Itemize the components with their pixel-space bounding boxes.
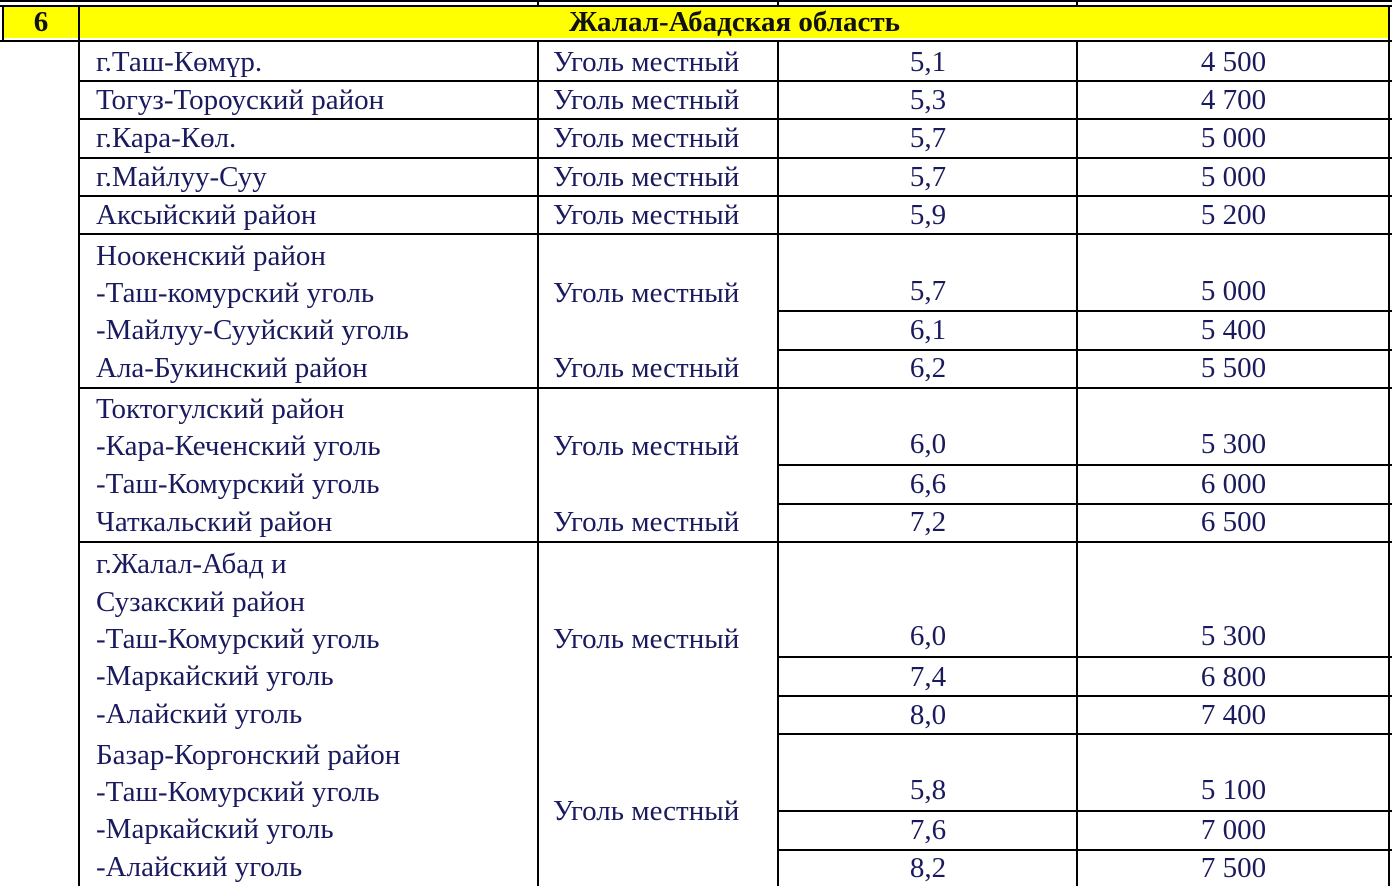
row-amount: 5 200 (1200, 199, 1267, 231)
group-line: Базар-Коргонский район (96, 739, 401, 771)
group-amount: 5 100 (1200, 774, 1267, 806)
row-name: г.Таш-Көмүр. (96, 46, 263, 78)
group-amount: 7 500 (1200, 852, 1267, 884)
row-fuel: Уголь местный (553, 122, 740, 154)
group-price: 7,4 (909, 661, 947, 693)
row-price: 5,3 (909, 84, 947, 116)
group-amount: 6 000 (1200, 468, 1267, 500)
row-price: 5,1 (909, 46, 947, 78)
group-line: -Маркайский уголь (96, 813, 334, 845)
group-line: -Кара-Кеченский уголь (96, 430, 381, 462)
group-amount: 5 500 (1200, 352, 1267, 384)
row-amount: 4 700 (1200, 84, 1267, 116)
group-price: 6,6 (909, 468, 947, 500)
group-amount: 5 300 (1200, 620, 1267, 652)
group-line: -Таш-Комурский уголь (96, 468, 380, 500)
group-price: 5,7 (909, 275, 947, 307)
group-line: Ноокенский район (96, 240, 326, 272)
group-amount: 5 300 (1200, 428, 1267, 460)
group-fuel: Уголь местный (553, 352, 740, 384)
section-title: Жалал-Абадская область (569, 6, 900, 38)
group-price: 8,0 (909, 699, 947, 731)
row-name: г.Майлуу-Суу (96, 161, 267, 193)
group-price: 6,2 (909, 352, 947, 384)
group-line: Токтогулский район (96, 393, 345, 425)
group-line: г.Жалал-Абад и (96, 548, 287, 580)
group-fuel: Уголь местный (553, 795, 740, 827)
group-amount: 6 800 (1200, 661, 1267, 693)
group-line: -Майлуу-Сууйский уголь (96, 314, 409, 346)
row-fuel: Уголь местный (553, 46, 740, 78)
group-price: 6,0 (909, 620, 947, 652)
row-amount: 5 000 (1200, 122, 1267, 154)
group-fuel: Уголь местный (553, 506, 740, 538)
group-line: -Таш-Комурский уголь (96, 623, 380, 655)
row-name: Аксыйский район (96, 199, 317, 231)
row-fuel: Уголь местный (553, 199, 740, 231)
row-name: г.Кара-Көл. (96, 122, 237, 154)
section-number: 6 (33, 6, 49, 38)
group-amount: 5 000 (1200, 275, 1267, 307)
group-fuel: Уголь местный (553, 430, 740, 462)
group-line: -Таш-комурский уголь (96, 277, 375, 309)
row-price: 5,9 (909, 199, 947, 231)
group-price: 6,0 (909, 428, 947, 460)
group-line: Сузакский район (96, 586, 305, 618)
group-line: -Алайский уголь (96, 698, 303, 730)
group-price: 6,1 (909, 314, 947, 346)
group-amount: 7 000 (1200, 814, 1267, 846)
group-line: Чаткальский район (96, 506, 333, 538)
group-line: -Маркайский уголь (96, 660, 334, 692)
group-amount: 5 400 (1200, 314, 1267, 346)
group-fuel: Уголь местный (553, 277, 740, 309)
group-price: 5,8 (909, 774, 947, 806)
group-amount: 7 400 (1200, 699, 1267, 731)
group-price: 7,2 (909, 506, 947, 538)
row-amount: 5 000 (1200, 161, 1267, 193)
group-fuel: Уголь местный (553, 623, 740, 655)
group-line: -Алайский уголь (96, 851, 303, 883)
group-price: 8,2 (909, 852, 947, 884)
group-price: 7,6 (909, 814, 947, 846)
row-name: Тогуз-Тороуский район (96, 84, 385, 116)
row-price: 5,7 (909, 122, 947, 154)
group-line: Ала-Букинский район (96, 352, 368, 384)
group-amount: 6 500 (1200, 506, 1267, 538)
group-line: -Таш-Комурский уголь (96, 776, 380, 808)
row-amount: 4 500 (1200, 46, 1267, 78)
row-price: 5,7 (909, 161, 947, 193)
row-fuel: Уголь местный (553, 161, 740, 193)
row-fuel: Уголь местный (553, 84, 740, 116)
